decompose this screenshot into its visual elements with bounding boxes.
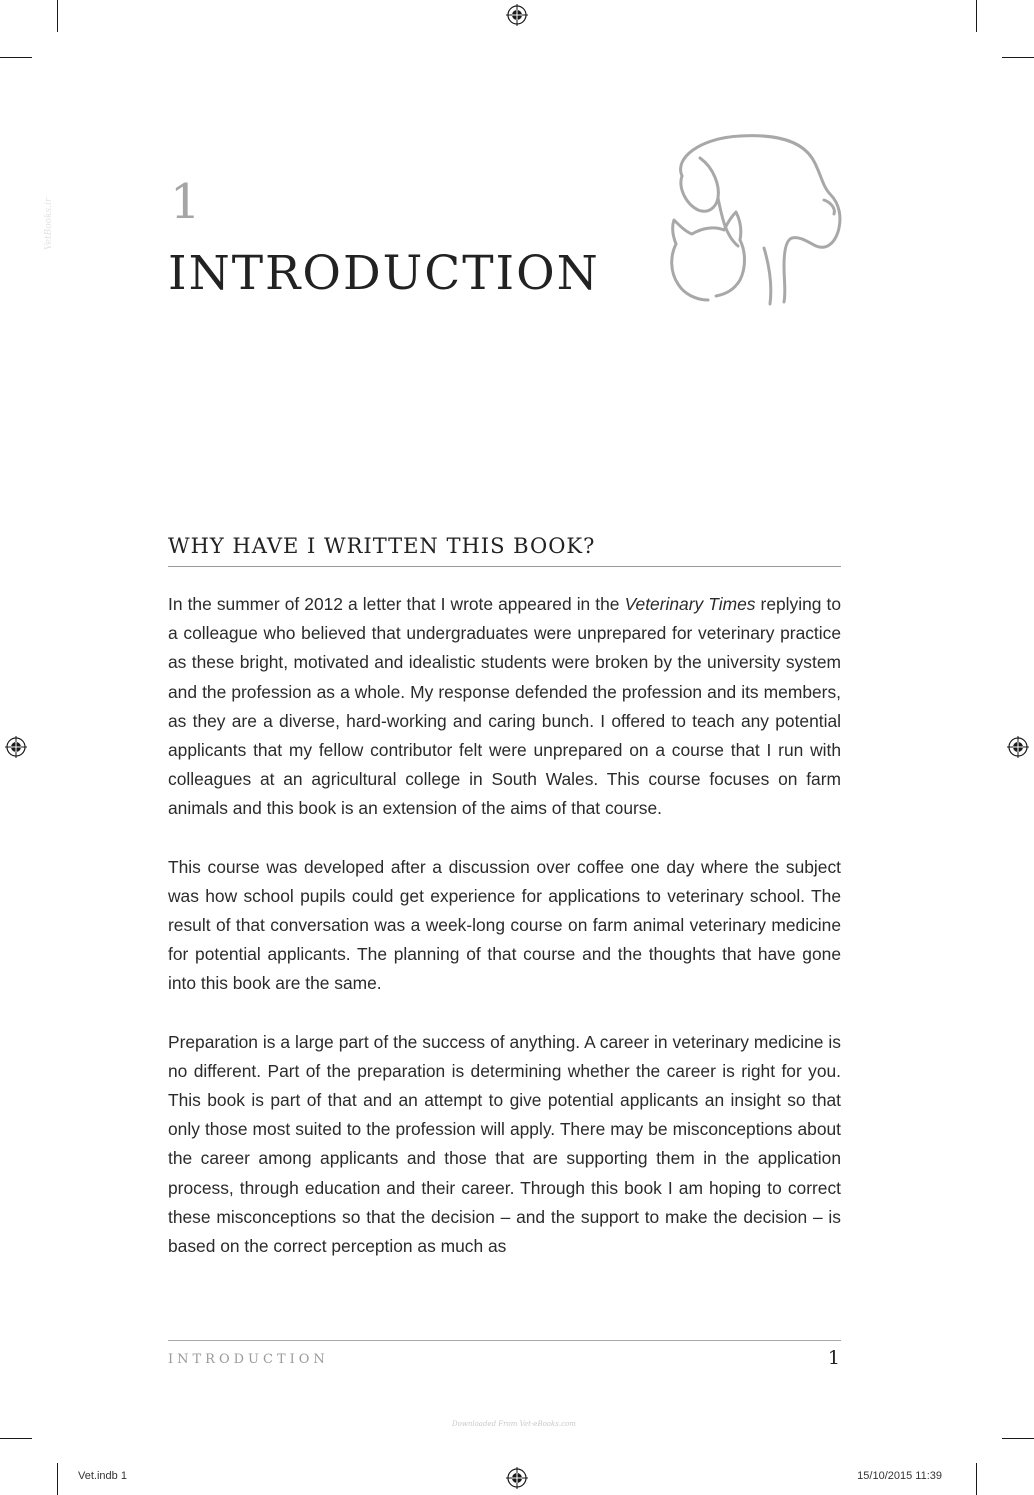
slug-timestamp: 15/10/2015 11:39 [857,1470,942,1482]
registration-mark-icon [5,736,27,758]
crop-mark-bottom-left-h [0,1438,32,1439]
publication-title: Veterinary Times [624,594,756,614]
running-head: INTRODUCTION [168,1352,329,1367]
crop-mark-bottom-right-h [1002,1438,1034,1439]
body-text [168,590,841,1290]
section-divider [168,566,841,567]
page-number: 1 [827,1347,840,1369]
crop-mark-top-right-h [1002,57,1034,58]
side-watermark: VetBooks.ir [44,197,54,250]
footer-divider [168,1340,841,1341]
crop-mark-bottom-left-v [57,1463,58,1495]
crop-mark-bottom-right-v [976,1463,977,1495]
dog-and-cat-outline-icon [660,128,850,310]
section-heading: WHY HAVE I WRITTEN THIS BOOK? [168,534,596,558]
registration-mark-icon [506,4,528,26]
paragraph: Preparation is a large part of the success of anything. A career in veterinary medicine is no different. Part of the preparation is determining whether the career is right for you. This book is part of that and an attempt to give potential applicants an insight so that only those most suited to the profession will apply. There may be misconceptions about the career among applicants and those that are supporting them in the application process, through education and their career. Through this book I am hoping to correct these misconceptions so that the decision – and the support to make the decision – is based on the correct perception as much as [168,1031,841,1257]
crop-mark-top-left-h [0,57,32,58]
paragraph-text: In the summer of 2012 a letter that I wrote appeared in the [168,594,625,614]
download-watermark: Downloaded From Vet-eBooks.com [452,1420,576,1428]
paragraph: This course was developed after a discussion over coffee one day where the subject was how school pupils could get experience for applications to veterinary school. The result of that conversation was a week-long course on farm animal veterinary medicine for potential applicants. The planning of that course and the thoughts that have gone into this book are the same. [168,856,841,994]
paragraph [168,590,841,824]
slug-file-info: Vet.indb 1 [78,1470,127,1482]
crop-mark-top-right-v [976,0,977,32]
crop-mark-top-left-v [57,0,58,32]
chapter-title: INTRODUCTION [168,246,600,301]
registration-mark-icon [506,1467,528,1489]
paragraph-text: replying to a colleague who believed that undergraduates were unprepared for veterinary practice as these bright, motivated and idealistic students were broken by the university system and the profession as a whole. My response defended the profession and its members, as they are a diverse, hard-working and caring bunch. I offered to teach any potential applicants that my fellow contributor felt were unprepared on a course that I run with colleagues at an agricultural college in South Wales. This course focuses on farm animals and this book is an extension of the aims of that course. [168,594,842,819]
registration-mark-icon [1007,736,1029,758]
chapter-number: 1 [170,174,201,230]
